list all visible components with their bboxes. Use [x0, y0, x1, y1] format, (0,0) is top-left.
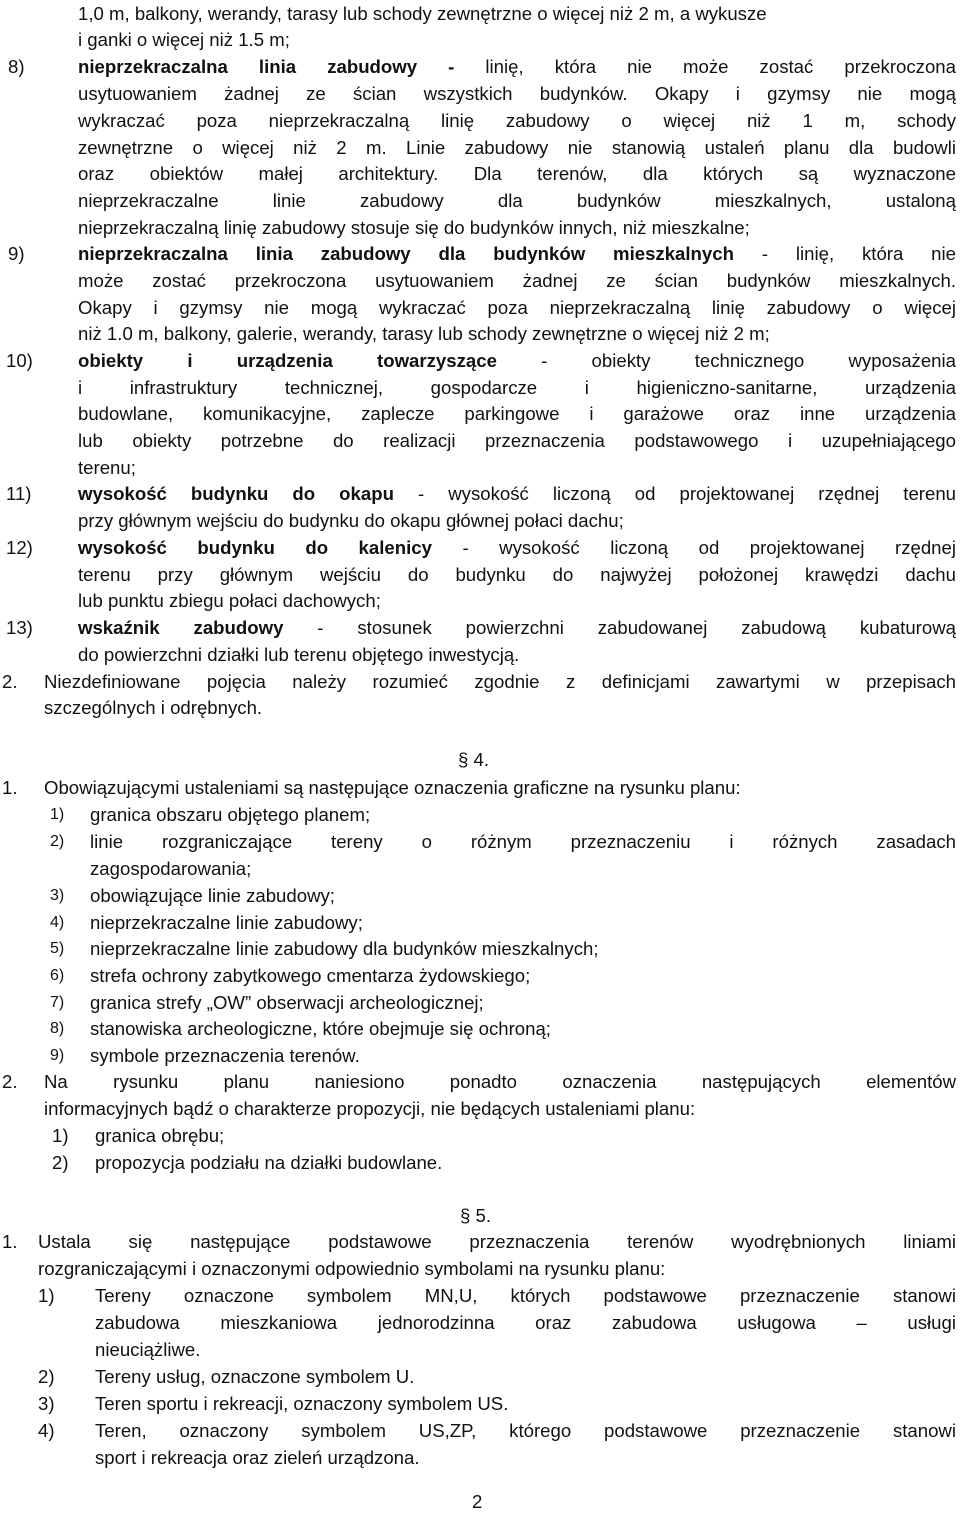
- paragraph-text: nieprzekraczalne linie zabudowy dla budynków mieszkalnych, ustaloną: [78, 190, 956, 211]
- paragraph-text: lub punktu zbiegu połaci dachowych;: [78, 590, 381, 611]
- section-heading: § 5.: [460, 1205, 492, 1226]
- item-text: granica strefy „OW” obserwacji archeologicznej;: [90, 992, 484, 1013]
- item-number: 3): [50, 887, 65, 904]
- text-line: [0, 694, 960, 721]
- paragraph-text: terenu przy głównym wejściu do budynku do najwyżej położonej krawędzi dachu: [78, 564, 956, 585]
- item-number: 1): [50, 806, 65, 823]
- paragraph-text: wykraczać poza nieprzekraczalną linię zabudowy o więcej niż 1 m, schody: [78, 110, 956, 131]
- paragraph-text: nieprzekraczalną linię zabudowy stosuje się do budynków innych, niż mieszkalne;: [78, 217, 750, 238]
- item-number: 2): [52, 1152, 69, 1173]
- item-text: nieprzekraczalne linie zabudowy dla budynków mieszkalnych;: [90, 938, 599, 959]
- list-item: [0, 855, 960, 882]
- item-number: 2): [50, 833, 65, 850]
- list-item: [0, 801, 960, 828]
- item-number: 6): [50, 967, 65, 984]
- paragraph-number: 1.: [2, 777, 18, 798]
- text-line: [0, 80, 960, 107]
- text-line: [0, 294, 960, 321]
- item-text: Teren, oznaczony symbolem US,ZP, którego podstawowe przeznaczenie stanowi: [95, 1420, 956, 1441]
- paragraph-text: informacyjnych bądź o charakterze propozycji, nie będących ustaleniami planu:: [44, 1098, 696, 1119]
- item-number: 3): [38, 1393, 55, 1414]
- paragraph-text: i infrastruktury technicznej, gospodarcze i higieniczno-sanitarne, urządzenia: [78, 377, 956, 398]
- list-item: [0, 1336, 960, 1363]
- paragraph-text: usytuowaniem żadnej ze ścian wszystkich budynków. Okapy i gzymsy nie mogą: [78, 83, 956, 104]
- definition-rest: - obiekty technicznego wyposażenia: [496, 350, 956, 371]
- text-line: [0, 454, 960, 481]
- paragraph-text: może zostać przekroczona usytuowaniem żadnej ze ścian budynków mieszkalnych.: [78, 270, 956, 291]
- item-text: Tereny oznaczone symbolem MN,U, których podstawowe przeznaczenie stanowi: [95, 1285, 956, 1306]
- item-number: 13): [6, 617, 33, 638]
- list-item: [0, 989, 960, 1016]
- paragraph-1: [0, 1228, 960, 1255]
- text-line: [0, 160, 960, 187]
- paragraph-number: 2.: [2, 671, 18, 692]
- item-text: zagospodarowania;: [90, 858, 252, 879]
- paragraph-text: do powierzchni działki lub terenu objętego inwestycją.: [78, 644, 520, 665]
- definition-text: [78, 53, 956, 80]
- item-text: zabudowa mieszkaniowa jednorodzinna oraz zabudowa usługowa – usługi: [95, 1312, 956, 1333]
- item-text: granica obrębu;: [95, 1125, 225, 1146]
- list-item: [0, 1309, 960, 1336]
- list-item: [0, 962, 960, 989]
- item-number: 8): [50, 1020, 65, 1037]
- paragraph-1: [0, 774, 960, 801]
- list-item: [0, 1282, 960, 1309]
- list-item: [0, 1015, 960, 1042]
- text-line: [0, 507, 960, 534]
- item-text: nieuciążliwe.: [95, 1339, 201, 1360]
- paragraph-text: Niezdefiniowane pojęcia należy rozumieć zgodnie z definicjami zawartymi w przepisach: [44, 671, 956, 692]
- item-text: propozycja podziału na działki budowlane.: [95, 1152, 443, 1173]
- text-line: [0, 641, 960, 668]
- text-line: [0, 107, 960, 134]
- defined-term: wskaźnik zabudowy: [78, 617, 284, 638]
- list-item: [0, 1417, 960, 1444]
- list-item: [0, 1042, 960, 1069]
- item-text: linie rozgraniczające tereny o różnym przeznaczeniu i różnych zasadach: [90, 831, 956, 852]
- list-item: [0, 1363, 960, 1390]
- item-number: 1): [52, 1125, 69, 1146]
- item-number: 7): [50, 994, 65, 1011]
- defined-term: wysokość budynku do kalenicy: [78, 537, 432, 558]
- item-number: 10): [6, 350, 33, 371]
- section-heading: § 4.: [458, 749, 490, 770]
- list-item: [0, 882, 960, 909]
- paragraph-text: niż 1.0 m, balkony, galerie, werandy, tarasy lub schody zewnętrzne o więcej niż 2 m;: [78, 323, 770, 344]
- paragraph-2: [0, 668, 960, 695]
- item-number: 5): [50, 940, 65, 957]
- paragraph-number: 1.: [2, 1231, 18, 1252]
- definition-rest: - wysokość liczoną od projektowanej rzędnej terenu: [393, 483, 957, 504]
- definition-item-13: [0, 614, 960, 641]
- item-text: nieprzekraczalne linie zabudowy;: [90, 912, 363, 933]
- list-item: [0, 935, 960, 962]
- text-line: [0, 587, 960, 614]
- paragraph-text: zewnętrzne o więcej niż 2 m. Linie zabudowy nie stanowią ustaleń planu dla budowli: [78, 137, 956, 158]
- paragraph-text: przy głównym wejściu do budynku do okapu głównej połaci dachu;: [78, 510, 624, 531]
- paragraph-text: Na rysunku planu naniesiono ponadto oznaczenia następujących elementów: [44, 1071, 956, 1092]
- item-number: 9): [8, 243, 25, 264]
- paragraph-number: 2.: [2, 1071, 18, 1092]
- text-line: [0, 374, 960, 401]
- paragraph-text: rozgraniczającymi i oznaczonymi odpowiednio symbolami na rysunku planu:: [38, 1258, 666, 1279]
- item-number: 1): [38, 1285, 55, 1306]
- item-text: Teren sportu i rekreacji, oznaczony symbolem US.: [95, 1393, 509, 1414]
- paragraph-2: [0, 1068, 960, 1095]
- paragraph-text: Okapy i gzymsy nie mogą wykraczać poza nieprzekraczalną linię zabudowy o więcej: [78, 297, 956, 318]
- defined-term: wysokość budynku do okapu: [78, 483, 394, 504]
- text-line: [0, 26, 960, 53]
- text-line: [0, 134, 960, 161]
- definition-text: [78, 347, 956, 374]
- text-line: [0, 187, 960, 214]
- defined-term: nieprzekraczalna linia zabudowy dla budynków mieszkalnych: [78, 243, 734, 264]
- paragraph-text: i ganki o więcej niż 1.5 m;: [78, 29, 290, 50]
- definition-item-9: [0, 240, 960, 267]
- paragraph-text: 1,0 m, balkony, werandy, tarasy lub schody zewnętrzne o więcej niż 2 m, a wykusze: [78, 3, 767, 24]
- text-line: [0, 1095, 960, 1122]
- definition-rest: linię, która nie może zostać przekroczona: [454, 56, 956, 77]
- definition-text: [78, 240, 956, 267]
- list-item: [0, 1149, 960, 1176]
- page-number: 2: [472, 1491, 483, 1512]
- paragraph-text: szczególnych i odrębnych.: [44, 697, 263, 718]
- definition-item-8: [0, 53, 960, 80]
- text-line: [0, 427, 960, 454]
- definition-item-12: [0, 534, 960, 561]
- item-text: Tereny usług, oznaczone symbolem U.: [95, 1366, 415, 1387]
- paragraph-text: oraz obiektów małej architektury. Dla terenów, dla których są wyznaczone: [78, 163, 956, 184]
- item-number: 4): [38, 1420, 55, 1441]
- item-number: 11): [6, 483, 32, 504]
- item-text: obowiązujące linie zabudowy;: [90, 885, 335, 906]
- definition-rest: - linię, która nie: [733, 243, 956, 264]
- list-item: [0, 1122, 960, 1149]
- item-text: stanowiska archeologiczne, które obejmuje się ochroną;: [90, 1018, 551, 1039]
- definition-rest: - wysokość liczoną od projektowanej rzędnej: [431, 537, 956, 558]
- item-text: sport i rekreacja oraz zieleń urządzona.: [95, 1447, 420, 1468]
- item-number: 12): [6, 537, 33, 558]
- paragraph-text: Ustala się następujące podstawowe przeznaczenia terenów wyodrębnionych liniami: [38, 1231, 956, 1252]
- definition-text: [78, 614, 956, 641]
- definition-text: [78, 534, 956, 561]
- list-item: [0, 909, 960, 936]
- text-line: [0, 214, 960, 241]
- item-number: 2): [38, 1366, 55, 1387]
- list-item: [0, 1444, 960, 1471]
- paragraph-text: lub obiekty potrzebne do realizacji przeznaczenia podstawowego i uzupełniającego: [78, 430, 956, 451]
- item-text: symbole przeznaczenia terenów.: [90, 1045, 360, 1066]
- text-line: [0, 400, 960, 427]
- defined-term: obiekty i urządzenia towarzyszące: [78, 350, 497, 371]
- list-item: [0, 1390, 960, 1417]
- text-line: [0, 320, 960, 347]
- definition-item-10: [0, 347, 960, 374]
- item-number: 9): [50, 1047, 65, 1064]
- item-text: granica obszaru objętego planem;: [90, 804, 371, 825]
- item-text: strefa ochrony zabytkowego cmentarza żydowskiego;: [90, 965, 531, 986]
- text-line: [0, 267, 960, 294]
- definition-text: [78, 480, 956, 507]
- list-item: [0, 828, 960, 855]
- paragraph-text: budowlane, komunikacyjne, zaplecze parkingowe i garażowe oraz inne urządzenia: [78, 403, 956, 424]
- item-number: 4): [50, 914, 65, 931]
- paragraph-text: terenu;: [78, 457, 136, 478]
- text-line: [0, 561, 960, 588]
- definition-item-11: [0, 480, 960, 507]
- text-line: [0, 0, 960, 27]
- text-line: [0, 1255, 960, 1282]
- paragraph-text: Obowiązującymi ustaleniami są następujące oznaczenia graficzne na rysunku planu:: [44, 777, 741, 798]
- definition-rest: - stosunek powierzchni zabudowanej zabudową kubaturową: [283, 617, 956, 638]
- item-number: 8): [8, 56, 25, 77]
- defined-term: nieprzekraczalna linia zabudowy -: [78, 56, 455, 77]
